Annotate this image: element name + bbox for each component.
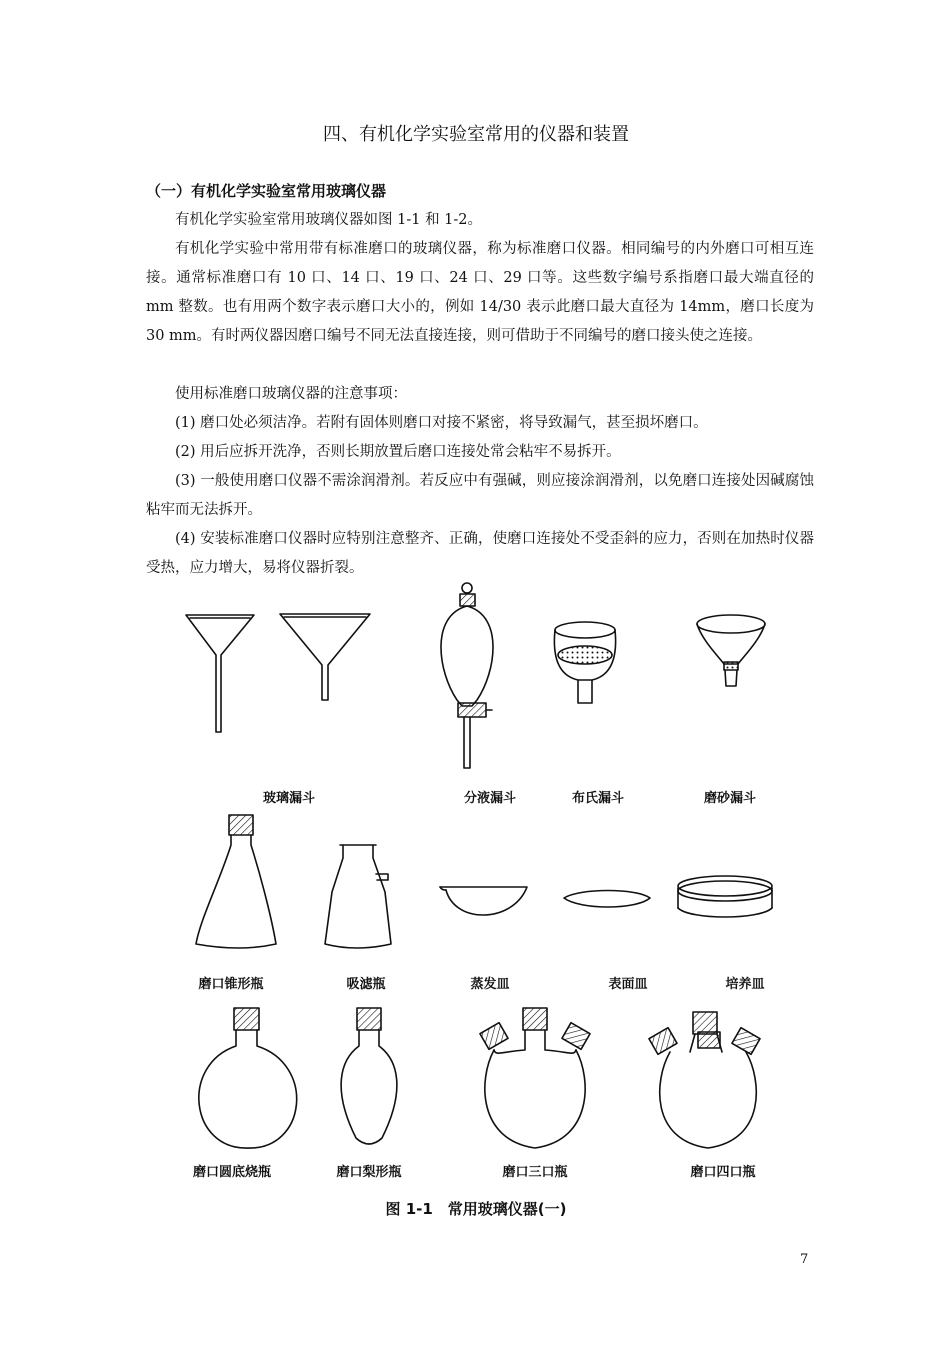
round-bottom-flask-icon [199, 1008, 297, 1148]
caption-four-neck-flask: 磨口四口瓶 [690, 1165, 756, 1180]
caption-watch-glass: 表面皿 [608, 977, 648, 992]
evaporating-dish-icon [440, 887, 527, 915]
paragraph-note-3: (3) 一般使用磨口仪器不需涂润滑剂。若反应中有强碱，则应接涂润滑剂，以免磨口连接处因碱腐蚀粘牢而无法拆开。 [146, 473, 814, 518]
caption-evaporating-dish: 蒸发皿 [470, 977, 510, 992]
four-neck-flask-icon [649, 1012, 760, 1148]
watch-glass-icon [564, 891, 650, 908]
paragraph-note-4: (4) 安装标准磨口仪器时应特别注意整齐、正确，使磨口连接处不受歪斜的应力，否则在加热时仪器受热，应力增大，易将仪器折裂。 [146, 531, 814, 576]
caption-petri-dish: 培养皿 [725, 977, 765, 992]
fritted-funnel-icon [697, 615, 765, 686]
caption-separatory-funnel: 分液漏斗 [463, 791, 517, 806]
caption-fritted-funnel: 磨砂漏斗 [703, 791, 757, 806]
caption-suction-flask: 吸滤瓶 [346, 977, 386, 992]
figure-caption: 图 1-1 常用玻璃仪器(一) [385, 1200, 567, 1218]
paragraph-note-1: (1) 磨口处必须洁净。若附有固体则磨口对接不紧密，将导致漏气，甚至损坏磨口。 [175, 415, 708, 431]
page-heading: 四、有机化学实验室常用的仪器和装置 [323, 124, 629, 145]
page-number: 7 [800, 1252, 809, 1267]
separatory-funnel-icon [441, 583, 493, 768]
conical-flask-icon [196, 815, 276, 948]
three-neck-flask-icon [480, 1008, 590, 1148]
pear-flask-icon [341, 1008, 397, 1144]
paragraph-intro: 有机化学实验室常用玻璃仪器如图 1-1 和 1-2。 [175, 212, 483, 228]
paragraph-note-2: (2) 用后应拆开洗净，否则长期放置后磨口连接处常会粘牢不易拆开。 [175, 444, 621, 460]
caption-glass-funnel: 玻璃漏斗 [262, 791, 316, 806]
caption-pear-flask: 磨口梨形瓶 [336, 1165, 402, 1180]
caption-three-neck-flask: 磨口三口瓶 [502, 1165, 568, 1180]
suction-flask-icon [325, 845, 391, 948]
caption-round-bottom-flask: 磨口圆底烧瓶 [192, 1165, 272, 1180]
caption-buchner-funnel: 布氏漏斗 [571, 791, 625, 806]
caption-ground-conical-flask: 磨口锥形瓶 [198, 977, 264, 992]
section-title: （一）有机化学实验室常用玻璃仪器 [146, 182, 387, 200]
buchner-funnel-icon [554, 622, 615, 703]
paragraph-notes-heading: 使用标准磨口玻璃仪器的注意事项： [175, 386, 407, 402]
paragraph-standard-joints: 有机化学实验中常用带有标准磨口的玻璃仪器，称为标准磨口仪器。相同编号的内外磨口可相互连接。通常标准磨口有 10 口、14 口、19 口、24 口、29 口等。这些数字编号系指磨口最大端直径的 mm 整数。也有用两个数字表示磨口大小的，例如 14/30 表示此磨口最大直径为 14mm，磨口长度为 30 mm。有时两仪器因磨口编号不同无法直接连接，则可借助于不同编号的磨口接头使之连接。 [146, 241, 814, 344]
petri-dish-icon [678, 876, 772, 917]
glass-funnel-icon [186, 614, 370, 732]
